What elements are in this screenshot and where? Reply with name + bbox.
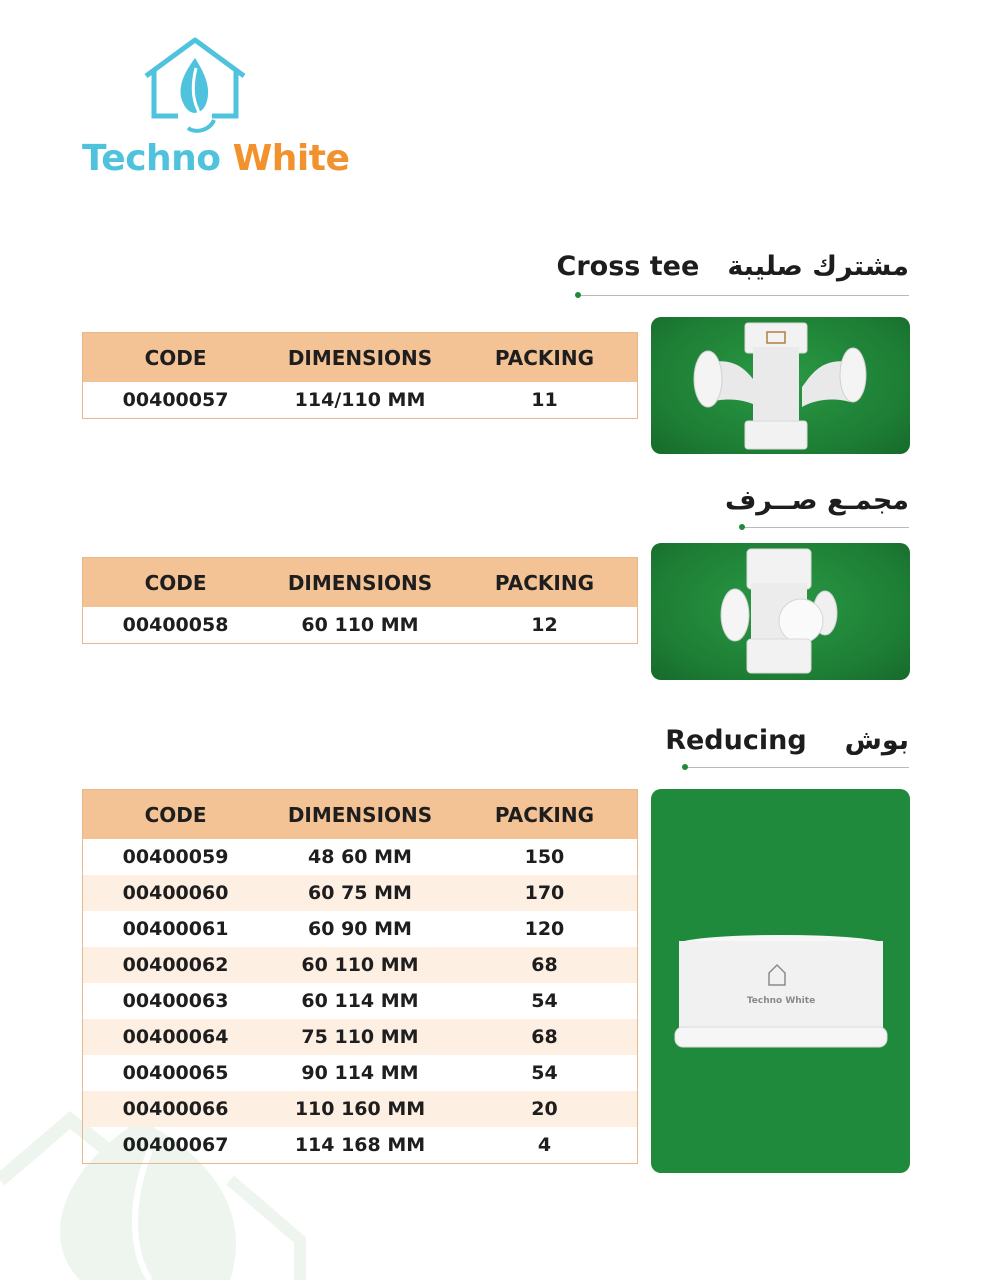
spec-table-cross-tee bbox=[82, 332, 638, 419]
table-row bbox=[83, 1055, 638, 1091]
heading-arabic: مجمـع صــرف bbox=[724, 485, 909, 516]
header-code: CODE bbox=[83, 333, 269, 383]
table-row bbox=[83, 607, 638, 644]
heading-english: Reducing bbox=[665, 725, 807, 756]
table-row bbox=[83, 947, 638, 983]
spec-table-drain-collector bbox=[82, 557, 638, 644]
brand-logo bbox=[80, 34, 350, 184]
table-row bbox=[83, 1091, 638, 1127]
header-dimensions: DIMENSIONS bbox=[268, 558, 452, 608]
heading-dot bbox=[739, 524, 745, 530]
cell-dimensions: 114/110 MM bbox=[294, 389, 426, 411]
cell-code: 00400064 bbox=[83, 1019, 269, 1055]
cell-dimensions: 75 110 MM bbox=[268, 1019, 452, 1055]
header-packing: PACKING bbox=[452, 333, 638, 383]
cell-code: 00400066 bbox=[83, 1091, 269, 1127]
heading-underline bbox=[741, 527, 909, 528]
header-code: CODE bbox=[83, 558, 269, 608]
cell-packing: 11 bbox=[531, 389, 558, 411]
cell-packing: 20 bbox=[452, 1091, 638, 1127]
cell-code: 00400063 bbox=[122, 990, 229, 1012]
drain-collector-fitting-icon bbox=[651, 543, 910, 680]
cell-code: 00400061 bbox=[122, 918, 229, 940]
header-packing: PACKING bbox=[452, 790, 638, 840]
header-packing: PACKING bbox=[452, 558, 638, 608]
cell-packing: 68 bbox=[452, 947, 638, 983]
cell-dimensions: 60 110 MM bbox=[268, 947, 452, 983]
cell-code: 00400067 bbox=[122, 1134, 229, 1156]
cell-dimensions: 60 90 MM bbox=[308, 918, 412, 940]
house-leaf-icon bbox=[140, 34, 250, 144]
brand-name-part2: White bbox=[232, 138, 350, 179]
cell-packing: 150 bbox=[524, 846, 565, 868]
heading-underline bbox=[577, 295, 909, 296]
heading-dot bbox=[682, 764, 688, 770]
cell-dimensions: 110 160 MM bbox=[268, 1091, 452, 1127]
table-row bbox=[83, 983, 638, 1019]
cross-tee-photo bbox=[651, 317, 910, 454]
heading-arabic: بوش bbox=[844, 725, 909, 756]
cell-packing: 170 bbox=[452, 875, 638, 911]
table-header-row bbox=[83, 558, 638, 608]
cell-packing: 68 bbox=[452, 1019, 638, 1055]
bush-brand-text: Techno White bbox=[746, 996, 816, 1006]
table-header-row bbox=[83, 790, 638, 840]
brand-name-part1: Techno bbox=[82, 138, 221, 179]
cell-dimensions: 60 75 MM bbox=[268, 875, 452, 911]
cell-packing: 12 bbox=[531, 614, 558, 636]
cell-packing: 54 bbox=[531, 990, 558, 1012]
cell-code: 00400058 bbox=[122, 614, 229, 636]
header-dimensions: DIMENSIONS bbox=[268, 790, 452, 840]
drain-collector-photo bbox=[651, 543, 910, 680]
heading-arabic: مشترك صليبة bbox=[727, 251, 909, 282]
cell-packing: 4 bbox=[537, 1134, 552, 1156]
reducing-bush-photo bbox=[651, 789, 910, 1173]
section-heading-cross-tee bbox=[557, 251, 909, 282]
cell-code: 00400057 bbox=[122, 389, 229, 411]
table-row bbox=[83, 839, 638, 875]
cell-packing: 54 bbox=[531, 1062, 558, 1084]
header-dimensions: DIMENSIONS bbox=[268, 333, 452, 383]
cell-packing: 120 bbox=[524, 918, 565, 940]
cell-code: 00400065 bbox=[122, 1062, 229, 1084]
heading-english: Cross tee bbox=[556, 251, 700, 282]
heading-dot bbox=[575, 292, 581, 298]
table-header-row bbox=[83, 333, 638, 383]
header-code: CODE bbox=[83, 790, 269, 840]
section-heading-reducing bbox=[665, 725, 909, 756]
spec-table-reducing bbox=[82, 789, 638, 1164]
cell-dimensions: 48 60 MM bbox=[308, 846, 412, 868]
brand-name bbox=[82, 138, 349, 179]
cross-tee-fitting-icon bbox=[651, 317, 910, 454]
section-heading-drain-collector bbox=[725, 485, 909, 516]
cell-code: 00400060 bbox=[83, 875, 269, 911]
cell-dimensions: 60 114 MM bbox=[301, 990, 419, 1012]
table-row bbox=[83, 911, 638, 947]
cell-dimensions: 114 168 MM bbox=[294, 1134, 426, 1156]
reducing-bush-fitting-icon bbox=[651, 789, 910, 1173]
heading-underline bbox=[685, 767, 909, 768]
cell-dimensions: 90 114 MM bbox=[301, 1062, 419, 1084]
table-row bbox=[83, 1127, 638, 1164]
table-row bbox=[83, 382, 638, 419]
table-row bbox=[83, 875, 638, 911]
cell-code: 00400062 bbox=[83, 947, 269, 983]
table-row bbox=[83, 1019, 638, 1055]
cell-code: 00400059 bbox=[122, 846, 229, 868]
cell-dimensions: 60 110 MM bbox=[301, 614, 419, 636]
